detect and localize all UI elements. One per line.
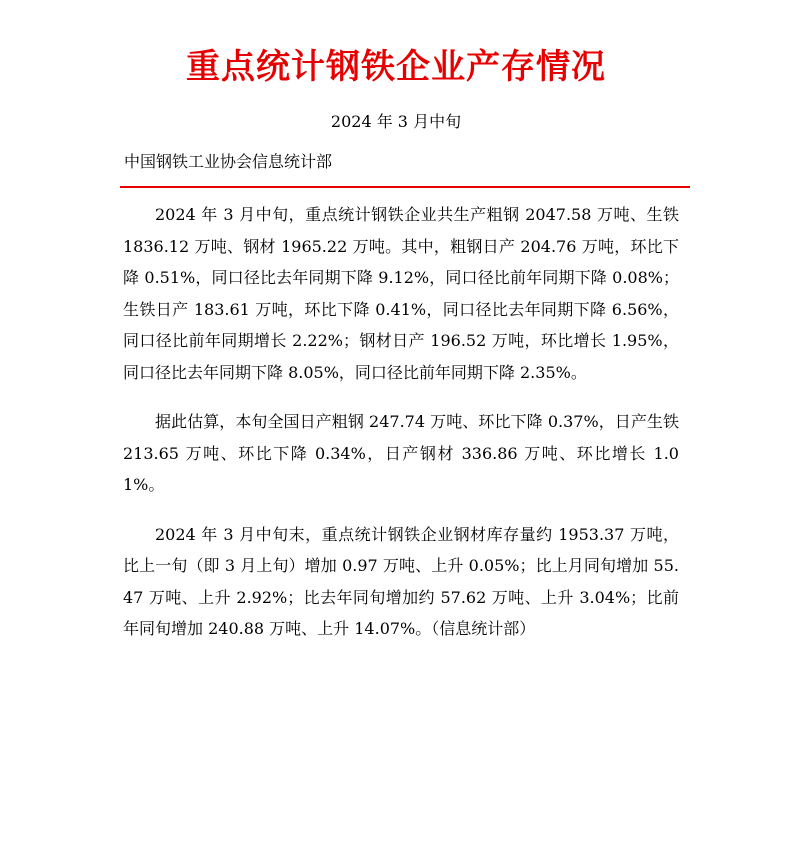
document-source: 中国钢铁工业协会信息统计部: [124, 152, 333, 171]
paragraph-production: 2024 年 3 月中旬，重点统计钢铁企业共生产粗钢 2047.58 万吨、生铁 1836.12 万吨、钢材 1965.22 万吨。其中，粗钢日产 204.76 万吨，环比下降 0.51%，同口径比去年同期下降 9.12%，同口径比前年同期下降 0.08%；生铁日产 183.61 万吨，环比下降 0.41%，同口径比去年同期下降 6.56%，同口径比前年同期增长 2.22%；钢材日产 196.52 万吨，环比增长 1.95%，同口径比去年同期下降 8.05%，同口径比前年同期下降 2.35%。: [123, 205, 679, 382]
red-divider-line: [120, 186, 690, 188]
document-date: 2024 年 3 月中旬: [330, 112, 462, 131]
document-body: [123, 199, 679, 663]
paragraph-inventory: 2024 年 3 月中旬末，重点统计钢铁企业钢材库存量约 1953.37 万吨，比上一旬（即 3 月上旬）增加 0.97 万吨、上升 0.05%；比上月同旬增加 55.47 万吨、上升 2.92%；比去年同旬增加约 57.62 万吨、上升 3.04%；比前年同旬增加 240.88 万吨、上升 14.07%。（信息统计部）: [123, 524, 679, 638]
paragraph-national-estimate: 据此估算，本旬全国日产粗钢 247.74 万吨、环比下降 0.37%，日产生铁 213.65 万吨、环比下降 0.34%，日产钢材 336.86 万吨、环比增长 1.01%。: [123, 412, 679, 494]
document-title: 重点统计钢铁企业产存情况: [186, 47, 606, 87]
